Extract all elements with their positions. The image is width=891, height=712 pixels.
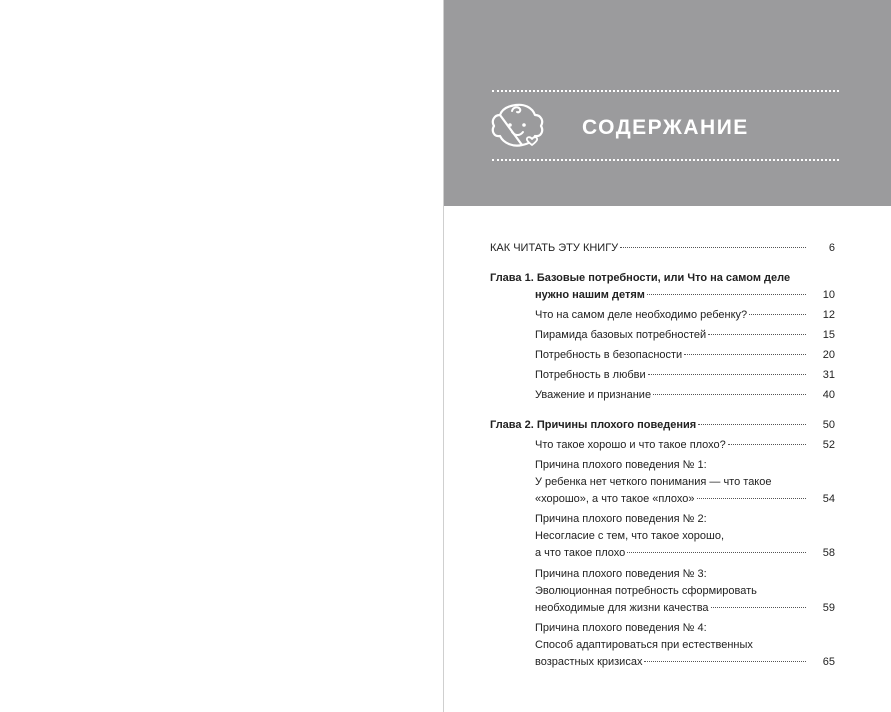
toc-item[interactable] — [535, 387, 835, 404]
reason-text: Эволюционная потребность сформировать — [535, 585, 757, 597]
dot-leader — [647, 294, 806, 295]
dot-leader — [711, 607, 806, 608]
dot-leader — [697, 498, 807, 499]
toc-item-title: Что такое хорошо и что такое плохо? — [535, 439, 726, 451]
dot-leader — [644, 661, 806, 662]
dot-leader — [627, 552, 806, 553]
contents-page — [444, 0, 891, 712]
toc-item-title: Потребность в любви — [535, 369, 646, 381]
toc-item-page: 31 — [822, 369, 835, 381]
dot-leader — [653, 394, 806, 395]
toc-item-title: Потребность в безопасности — [535, 349, 683, 361]
toc-item[interactable] — [535, 327, 835, 344]
toc-chapter-2[interactable] — [490, 417, 835, 434]
dot-leader — [708, 334, 806, 335]
toc-item-page: 52 — [822, 439, 835, 451]
reason-text: «хорошо», а что такое «плохо» — [535, 493, 695, 505]
toc-entry-page: 6 — [828, 242, 835, 254]
toc-item[interactable] — [535, 437, 835, 454]
toc-item-reason-1[interactable] — [535, 457, 835, 508]
toc-entry-page: 50 — [822, 419, 835, 431]
reason-text: необходимые для жизни качества — [535, 602, 709, 614]
toc-item-title: Уважение и признание — [535, 389, 652, 401]
toc-item[interactable] — [535, 347, 835, 364]
toc-entry-intro[interactable] — [490, 240, 835, 257]
dot-leader — [648, 374, 806, 375]
left-page-blank — [0, 0, 443, 712]
dot-leader — [620, 247, 806, 248]
dot-leader — [684, 354, 806, 355]
reason-text: Несогласие с тем, что такое хорошо, — [535, 530, 724, 542]
chapter-title-line-2: нужно нашим детям — [535, 289, 645, 301]
toc-item[interactable] — [535, 307, 835, 324]
table-of-contents — [444, 0, 891, 712]
toc-entry-title: КАК ЧИТАТЬ ЭТУ КНИГУ — [490, 242, 619, 254]
reason-heading: Причина плохого поведения № 4: — [535, 622, 707, 634]
toc-item[interactable] — [535, 367, 835, 384]
reason-heading: Причина плохого поведения № 1: — [535, 459, 707, 471]
toc-item-page: 58 — [822, 547, 835, 559]
reason-text: У ребенка нет четкого понимания — что такое — [535, 476, 772, 488]
toc-item-page: 12 — [822, 309, 835, 321]
contents-title: СОДЕРЖАНИЕ — [582, 116, 749, 139]
toc-item-reason-3[interactable] — [535, 566, 835, 617]
chapter-title-line-1: Глава 1. Базовые потребности, или Что на самом деле — [490, 272, 791, 284]
toc-chapter-1-continued[interactable] — [535, 287, 835, 304]
toc-entry-page: 10 — [822, 289, 835, 301]
reason-heading: Причина плохого поведения № 3: — [535, 568, 707, 580]
toc-item-reason-4[interactable] — [535, 620, 835, 671]
toc-chapter-1[interactable] — [490, 270, 835, 287]
toc-item-page: 65 — [822, 656, 835, 668]
toc-item-reason-2[interactable] — [535, 511, 835, 562]
toc-item-title: Что на самом деле необходимо ребенку? — [535, 309, 748, 321]
reason-heading: Причина плохого поведения № 2: — [535, 513, 707, 525]
toc-item-page: 40 — [822, 389, 835, 401]
reason-text: Способ адаптироваться при естественных — [535, 639, 753, 651]
dot-leader — [728, 444, 806, 445]
toc-item-page: 54 — [822, 493, 835, 505]
toc-item-page: 59 — [822, 602, 835, 614]
toc-item-page: 20 — [822, 349, 835, 361]
dot-leader — [698, 424, 806, 425]
toc-item-page: 15 — [822, 329, 835, 341]
chapter-title: Глава 2. Причины плохого поведения — [490, 419, 697, 431]
toc-item-title: Пирамида базовых потребностей — [535, 329, 707, 341]
dot-leader — [749, 314, 806, 315]
reason-text: возрастных кризисах — [535, 656, 643, 668]
reason-text: а что такое плохо — [535, 547, 626, 559]
